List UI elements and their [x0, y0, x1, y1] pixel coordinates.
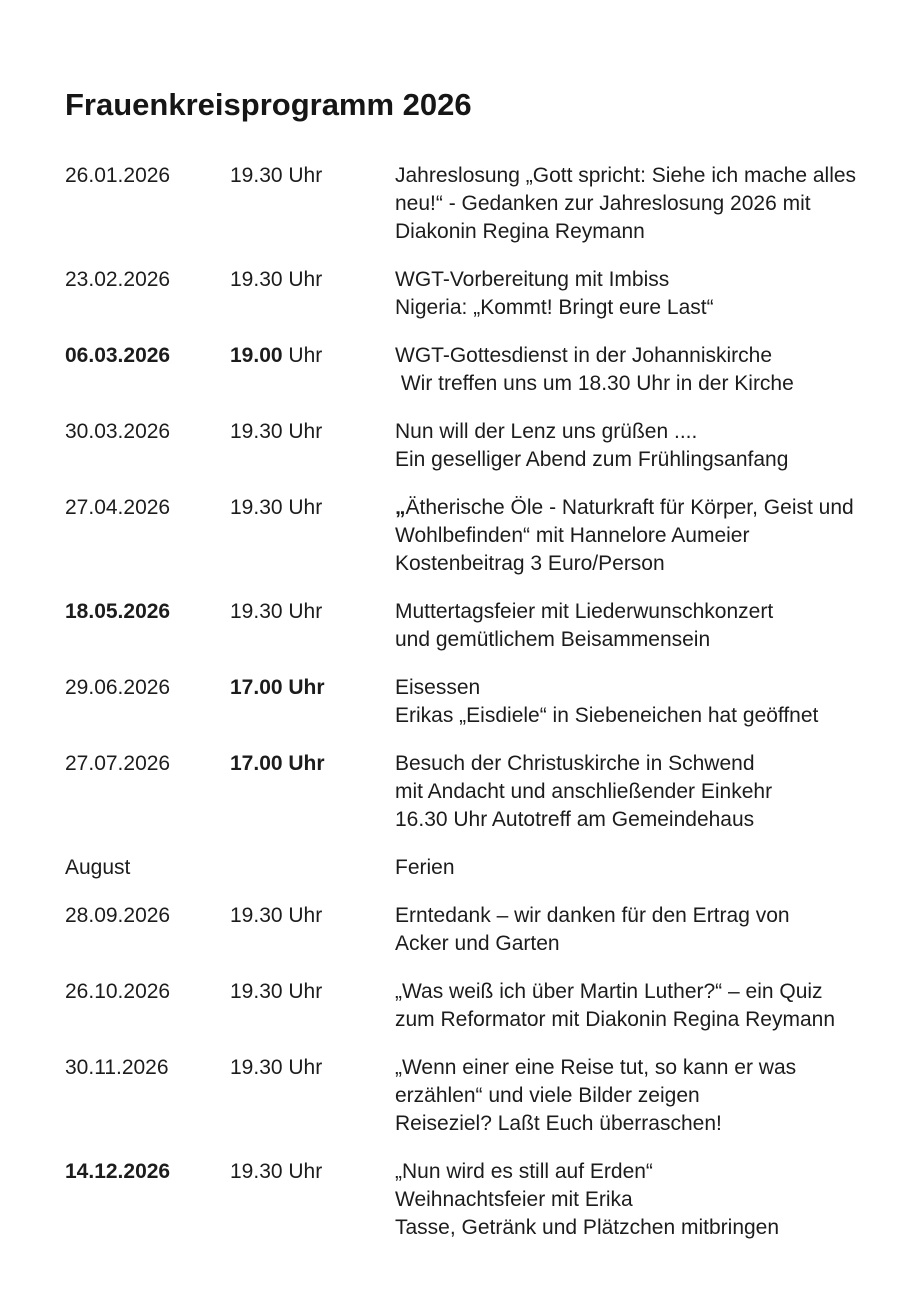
event-description — [395, 750, 861, 834]
event-time — [230, 266, 395, 294]
table-row — [65, 1158, 861, 1242]
event-date: 30.11.2026 — [65, 1056, 169, 1079]
description-line: Ferien — [395, 856, 455, 879]
event-time-regular: 19.30 Uhr — [230, 420, 323, 443]
description-line: Jahreslosung „Gott spricht: Siehe ich mache alles — [395, 164, 857, 187]
event-date: 06.03.2026 — [65, 344, 171, 367]
event-date: 14.12.2026 — [65, 1160, 171, 1183]
description-line: neu!“ - Gedanken zur Jahreslosung 2026 mit — [395, 192, 811, 215]
event-description — [395, 902, 861, 958]
schedule — [65, 162, 861, 1242]
event-date: 29.06.2026 — [65, 676, 171, 699]
event-time — [230, 494, 395, 522]
event-date: 27.04.2026 — [65, 496, 171, 519]
description-line: Kostenbeitrag 3 Euro/Person — [395, 552, 665, 575]
event-description — [395, 418, 861, 474]
table-row — [65, 342, 861, 398]
description-line: WGT-Gottesdienst in der Johanniskirche — [395, 344, 772, 367]
description-line: zum Reformator mit Diakonin Regina Reymann — [395, 1008, 836, 1031]
description-line: Reiseziel? Laßt Euch überraschen! — [395, 1112, 722, 1135]
event-time — [230, 418, 395, 446]
description-line: „Ätherische Öle - Naturkraft für Körper, Geist und — [395, 496, 854, 519]
description-line: „Nun wird es still auf Erden“ — [395, 1160, 653, 1183]
table-row — [65, 854, 861, 882]
description-line: Nun will der Lenz uns grüßen .... — [395, 420, 698, 443]
description-line: Erntedank – wir danken für den Ertrag von — [395, 904, 790, 927]
event-date: 23.02.2026 — [65, 268, 171, 291]
event-date: 26.10.2026 — [65, 980, 171, 1003]
table-row — [65, 674, 861, 730]
table-row — [65, 494, 861, 578]
event-time — [230, 598, 395, 626]
event-description — [395, 854, 861, 882]
table-row — [65, 750, 861, 834]
description-line: Ein geselliger Abend zum Frühlingsanfang — [395, 448, 789, 471]
event-time — [230, 342, 395, 370]
table-row — [65, 978, 861, 1034]
event-description — [395, 494, 861, 578]
event-time-regular: 19.30 Uhr — [230, 496, 323, 519]
event-description — [395, 266, 861, 322]
description-line: „Wenn einer eine Reise tut, so kann er was — [395, 1056, 797, 1079]
event-time-bold: 17.00 Uhr — [230, 676, 325, 699]
description-line: und gemütlichem Beisammensein — [395, 628, 711, 651]
event-time-regular: 19.30 Uhr — [230, 1160, 323, 1183]
event-time — [230, 902, 395, 930]
event-time — [230, 1158, 395, 1186]
table-row — [65, 598, 861, 654]
table-row — [65, 1054, 861, 1138]
description-line: Acker und Garten — [395, 932, 560, 955]
table-row — [65, 418, 861, 474]
event-description — [395, 342, 861, 398]
event-description — [395, 1054, 861, 1138]
event-date: August — [65, 856, 131, 879]
event-description — [395, 978, 861, 1034]
description-line: Diakonin Regina Reymann — [395, 220, 645, 243]
event-time — [230, 162, 395, 190]
event-date: 28.09.2026 — [65, 904, 171, 927]
table-row — [65, 162, 861, 246]
table-row — [65, 266, 861, 322]
event-description — [395, 162, 861, 246]
event-description — [395, 674, 861, 730]
description-line: Wohlbefinden“ mit Hannelore Aumeier — [395, 524, 750, 547]
event-time-regular: 19.30 Uhr — [230, 164, 323, 187]
event-time-regular: Uhr — [282, 344, 323, 367]
event-date: 26.01.2026 — [65, 164, 171, 187]
event-time — [230, 1054, 395, 1082]
description-line: Weihnachtsfeier mit Erika — [395, 1188, 633, 1211]
description-line: „Was weiß ich über Martin Luther?“ – ein Quiz — [395, 980, 823, 1003]
description-line: 16.30 Uhr Autotreff am Gemeindehaus — [395, 808, 755, 831]
event-date: 27.07.2026 — [65, 752, 171, 775]
description-line: WGT-Vorbereitung mit Imbiss — [395, 268, 670, 291]
description-line: Erikas „Eisdiele“ in Siebeneichen hat geöffnet — [395, 704, 819, 727]
description-line: Eisessen — [395, 676, 481, 699]
description-line: Muttertagsfeier mit Liederwunschkonzert — [395, 600, 774, 623]
description-line: Nigeria: „Kommt! Bringt eure Last“ — [395, 296, 714, 319]
event-time — [230, 978, 395, 1006]
table-row — [65, 902, 861, 958]
event-time-regular: 19.30 Uhr — [230, 1056, 323, 1079]
event-time-regular: 19.30 Uhr — [230, 268, 323, 291]
event-time — [230, 674, 395, 702]
event-description — [395, 1158, 861, 1242]
event-time-regular: 19.30 Uhr — [230, 600, 323, 623]
event-description — [395, 598, 861, 654]
description-line: Wir treffen uns um 18.30 Uhr in der Kirche — [395, 372, 794, 395]
event-time-regular: 19.30 Uhr — [230, 904, 323, 927]
event-date: 30.03.2026 — [65, 420, 171, 443]
event-date: 18.05.2026 — [65, 600, 171, 623]
description-line: mit Andacht und anschließender Einkehr — [395, 780, 773, 803]
description-line: Tasse, Getränk und Plätzchen mitbringen — [395, 1216, 780, 1239]
description-line: erzählen“ und viele Bilder zeigen — [395, 1084, 700, 1107]
event-time-regular: 19.30 Uhr — [230, 980, 323, 1003]
page-title: Frauenkreisprogramm 2026 — [65, 87, 472, 122]
event-time-bold: 17.00 Uhr — [230, 752, 325, 775]
event-time — [230, 750, 395, 778]
description-line: Besuch der Christuskirche in Schwend — [395, 752, 755, 775]
event-time-bold: 19.00 — [230, 344, 283, 367]
